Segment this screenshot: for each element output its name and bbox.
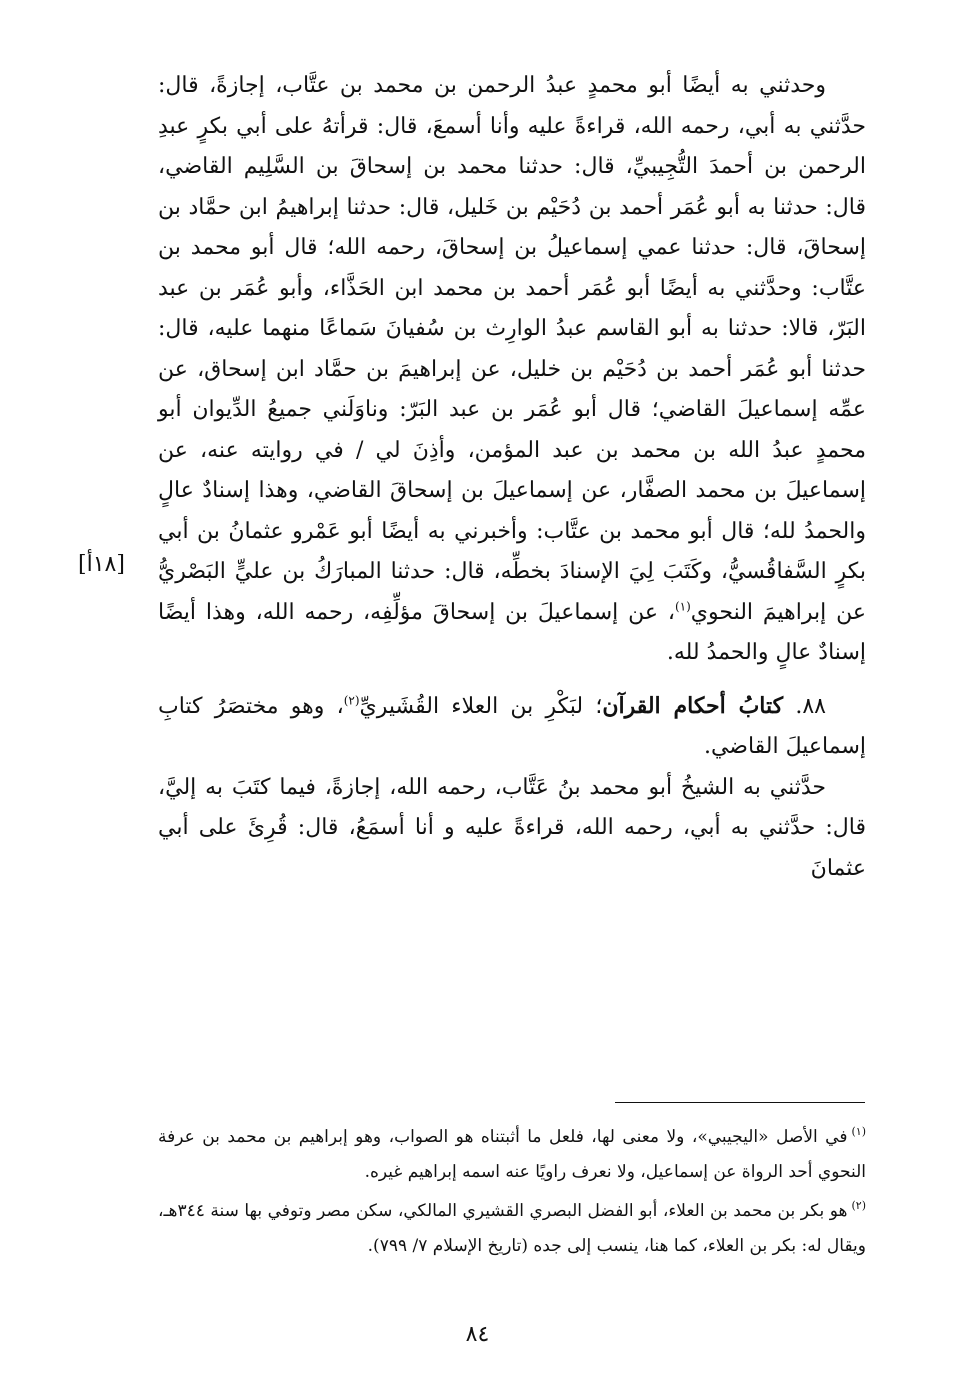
footnote-1-mark: (١) [851,1125,866,1139]
entry-title: كتابُ أحكام القرآن [602,692,784,719]
footnotes [158,1120,866,1268]
footnote-2-text: هو بكر بن محمد بن العلاء، أبو الفضل البصري القشيري المالكي، سكن مصر وتوفي بها سنة ٣٤٤هـ، ويقال له: بكر بن العلاء، كما هنا، ينسب إلى جده (تاريخ الإسلام ٧/ ٧٩٩). [158,1201,866,1256]
page-number: ٨٤ [465,1322,490,1347]
entry-88 [158,686,866,768]
footnote-divider [615,1102,865,1103]
footnote-1-text: في الأصل «اليجيبي»، ولا معنى لها، فلعل ما أثبتناه هو الصواب، وهو إبراهيم بن محمد بن عرفة النحوي أحد الرواة عن إسماعيل، ولا نعرف راويًا عنه اسمه إبراهيم غيره. [158,1127,866,1182]
entry-author: ؛ لبَكْرِ بن العلاء القُشَيريِّ [359,693,603,719]
footnote-2 [158,1194,866,1264]
paragraph-isnad-1-end: ، عن إسماعيلَ بن إسحاقَ مؤلِّفِه، رحمه الله، وهذا أيضًا إسنادٌ عالٍ والحمدُ لله. [158,599,866,665]
footnote-2-mark: (٢) [851,1199,866,1213]
main-text [158,66,866,889]
footnote-1 [158,1120,866,1190]
footnote-ref-2[interactable]: (٢) [343,693,360,708]
footnote-ref-1[interactable]: (١) [674,599,691,614]
paragraph-isnad-1-text: وحدثني به أيضًا أبو محمدٍ عبدُ الرحمن بن محمد بن عتَّاب، إجازةً، قال: حدَّثني به أبي، رحمه الله، قراءةً عليه وأنا أسمعَ، قال: قرأتهُ على أبي بكرٍ عبدِ الرحمن بن أحمدَ التُّجِيبيِّ، قال: حدثنا محمد بن إسحاقَ بن السَّلِيم القاضي، قال: حدثنا به أبو عُمَر أحمد بن دُحَيْم بن خَليل، قال: حدثنا إبراهيمُ ابن حمَّاد بن إسحاقَ، قال: حدثنا عمي إسماعيلُ بن إسحاقَ، رحمه الله؛ قال أبو محمد بن عتَّاب: وحدَّثني به أيضًا أبو عُمَر أحمد بن محمد ابن الحَذَّاء، وأبو عُمَر بن عبد البَرّ، قالا: حدثنا به أبو القاسم عبدُ الوارِث بن سُفيانَ سَماعًا منهما عليه، قال: حدثنا أبو عُمَر أحمد بن دُحَيْم بن خليل، عن إبراهيمَ بن حمَّاد ابن إسحاق، عن عمِّه إسماعيلَ القاضي؛ قال أبو عُمَر بن عبد البَرّ: وناوَلَني جميعُ الدِّيوان أبو محمدٍ عبدُ الله بن محمد بن عبد المؤمن، وأذِنَ لي / في روايته عنه، عن إسماعيلَ بن محمد الصفَّار، عن إسماعيلَ بن إسحاقَ القاضي، وهذا إسنادٌ عالٍ والحمدُ لله؛ قال أبو محمد بن عتَّاب: وأخبرني به أيضًا أبو عَمْرو عثمانُ بن أبي بكرٍ السَّفاقُسيُّ، وكَتَبَ لِيَ الإسنادَ بخطِّه، قال: حدثنا المبارَكُ بن عليٍّ البَصْريُّ عن إبراهيمَ النحوي [158,73,866,625]
paragraph-isnad-1 [158,66,866,674]
entry-number: ٨٨. [795,693,826,719]
paragraph-isnad-2: حدَّثني به الشيخُ أبو محمد بنُ عَتَّاب، رحمه الله، إجازةً، فيما كتَبَ به إليَّ، قال: حدَّثني به أبي، رحمه الله، قراءةً عليه و أنا أسمَعُ، قال: قُرِئَ على أبي عثمانَ [158,774,866,881]
folio-margin-note: [١٨أ] [78,552,125,577]
entry-description: ، وهو مختصَرُ كتابِ إسماعيلَ القاضي. [158,693,866,759]
